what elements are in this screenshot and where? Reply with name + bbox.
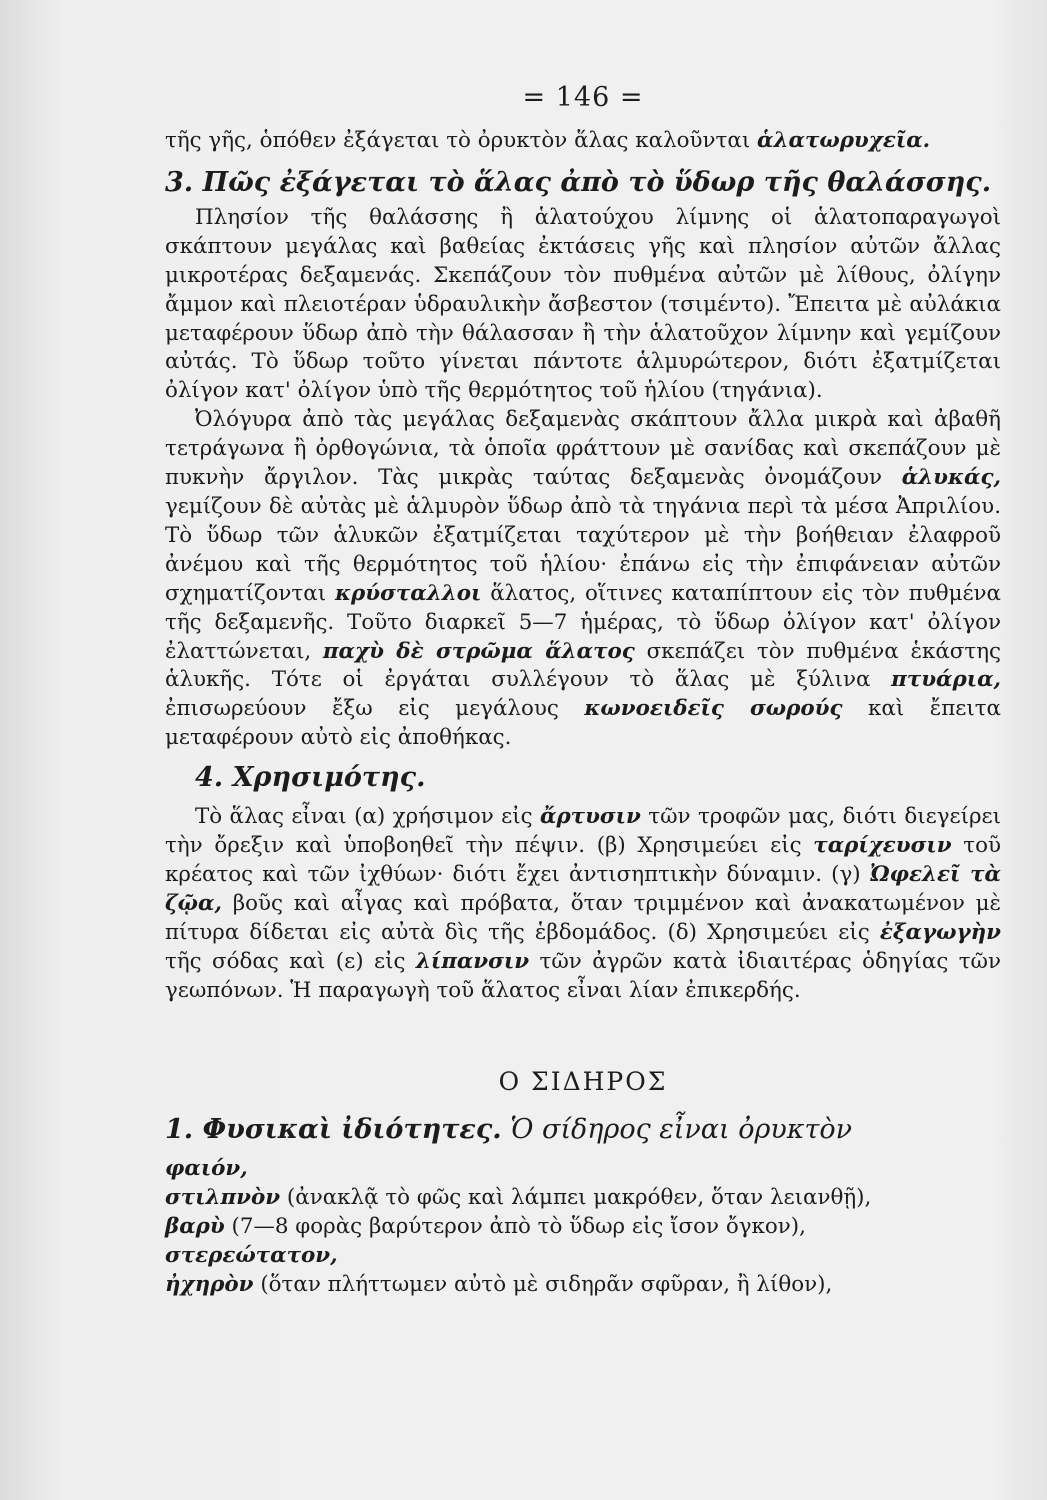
- term-thick-layer: παχὺ δὲ στρῶμα ἅλατος: [322, 638, 635, 664]
- property-term: ἠχηρὸν: [165, 1272, 254, 1298]
- list-item: [165, 1241, 1001, 1270]
- list-item: [165, 1154, 1001, 1183]
- iron-properties-heading: [165, 1112, 1001, 1148]
- property-term: στερεώτατον,: [165, 1243, 338, 1269]
- p2-text-a: Ὀλόγυρα ἀπὸ τὰς μεγάλας δεξαμενὰς σκάπτουν ἄλλα μικρὰ καὶ ἀβαθῆ τετράγωνα ἢ ὀρθογώνια, τὰ ὁποῖα φράττουν μὲ σανίδας καὶ σκεπάζουν μὲ πυκνὴν ἄργιλον. Τὰς μικρὰς ταύτας δεξαμενὰς ὀνομάζουν: [165, 407, 1001, 491]
- section-3-heading: 3. Πῶς ἐξάγεται τὸ ἅλας ἀπὸ τὸ ὕδωρ τῆς θαλάσσης.: [165, 166, 992, 198]
- term-halykas: ἁλυκάς,: [901, 465, 1001, 491]
- iron-chapter-title: Ο ΣΙΔΗΡΟΣ: [498, 1067, 668, 1097]
- property-text: (ἀνακλᾷ τὸ φῶς καὶ λάμπει μακρόθεν, ὅταν λειανθῇ),: [280, 1185, 872, 1211]
- list-item: [165, 1212, 1001, 1241]
- s4-text-e: τῆς σόδας καὶ (ε) εἰς: [165, 948, 416, 974]
- intro-paragraph: [165, 127, 1001, 156]
- property-term: βαρὺ: [165, 1214, 225, 1240]
- term-seasoning: ἄρτυσιν: [539, 804, 641, 830]
- term-extraction: ἐξαγωγὴν: [879, 919, 1001, 945]
- term-benefits-animals: Ὠφελεῖ τὰ ζῷα,: [165, 861, 1001, 916]
- p2-text-c: γεμίζουν δὲ αὐτὰς μὲ ἁλμυρὸν ὕδωρ ἀπὸ τὰ τηγάνια περὶ τὰ μέσα Ἀπριλίου. Τὸ ὕδωρ τῶν ἁλυκῶν ἐξατμίζεται ταχύτερον μὲ τὴν βοήθειαν ἐλαφροῦ ἀνέμου καὶ τῆς θερμότητος τοῦ ἡλίου· ἐπάνω εἰς τὴν ἐπιφάνειαν αὐτῶν σχηματίζονται: [165, 493, 1001, 606]
- s4-text-a: Τὸ ἅλας εἶναι (α) χρήσιμον εἰς: [195, 804, 540, 830]
- term-curing: ταρίχευσιν: [813, 833, 952, 859]
- intro-bold-term: ἁλατωρυχεῖα.: [757, 128, 931, 153]
- term-conical-piles: κωνοειδεῖς σωρούς: [584, 696, 843, 722]
- iron-heading-rest: Ὁ σίδηρος εἶναι ὀρυκτὸν: [501, 1114, 853, 1146]
- p2-text-e: σκεπάζει τὸν πυθμένα ἑκάστης ἁλυκῆς. Τότε οἱ ἐργάται συλλέγουν τὸ ἅλας μὲ ξύλινα: [165, 638, 1001, 693]
- property-text: (ὅταν πλήττωμεν αὐτὸ μὲ σιδηρᾶν σφῦραν, ἢ λίθον),: [253, 1272, 833, 1298]
- intro-text: τῆς γῆς, ὁπόθεν ἐξάγεται τὸ ὀρυκτὸν ἅλας καλοῦνται: [165, 128, 758, 153]
- section-4-paragraph: [165, 803, 1001, 1005]
- list-item: [165, 1270, 1001, 1299]
- section-4-heading: 4. Χρησιμότης.: [195, 762, 426, 794]
- list-item: [165, 1183, 1001, 1212]
- term-shovels: πτυάρια,: [891, 667, 1001, 693]
- property-text: (7—8 φορὰς βαρύτερον ἀπὸ τὸ ὕδωρ εἰς ἴσον ὄγκον),: [224, 1214, 806, 1240]
- s4-text-d: βοῦς καὶ αἶγας καὶ πρόβατα, ὅταν τριμμένον καὶ ἀνακατωμένον μὲ πίτυρα δίδεται εἰς αὐτὰ δὶς τῆς ἑβδομάδος. (δ) Χρησιμεύει εἰς: [165, 890, 1001, 945]
- iron-properties-list: [165, 1154, 1001, 1299]
- p2-text-g: καὶ ἔπειτα μεταφέρουν αὐτὸ εἰς ἀποθήκας.: [165, 696, 1001, 751]
- iron-heading-bold: 1. Φυσικαὶ ἰδιότητες.: [165, 1114, 502, 1146]
- section-3-paragraph-2: [165, 406, 1001, 753]
- p2-text-d: ἅλατος, οἵτινες καταπίπτουν εἰς τὸν πυθμένα τῆς δεξαμενῆς. Τοῦτο διαρκεῖ 5—7 ἡμέρας, τὸ ὕδωρ ὀλίγον κατ' ὀλίγον ἐλαττώνεται,: [165, 580, 1002, 664]
- term-fertilization: λίπανσιν: [415, 948, 530, 974]
- s4-text-b: τῶν τροφῶν μας, διότι διεγείρει τὴν ὄρεξιν καὶ ὑποβοηθεῖ τὴν πέψιν. (β) Χρησιμεύει εἰς: [165, 804, 1001, 859]
- page-number: = 146 =: [522, 82, 644, 113]
- property-term: φαιόν,: [165, 1156, 248, 1182]
- s4-text-c: τοῦ κρέατος καὶ τῶν ἰχθύων· διότι ἔχει ἀντισηπτικὴν δύναμιν. (γ): [165, 833, 1001, 887]
- term-krystalloi: κρύσταλλοι: [334, 580, 482, 606]
- s4-text-f: τῶν ἀγρῶν κατὰ ἰδιαιτέρας ὁδηγίας τῶν γεωπόνων. Ἡ παραγωγὴ τοῦ ἅλατος εἶναι λίαν ἐπικερδής.: [165, 948, 1001, 1003]
- p2-text-f: ἐπισωρεύουν ἔξω εἰς μεγάλους: [165, 696, 585, 722]
- property-term: στιλπνὸν: [165, 1185, 281, 1211]
- section-3-paragraph-1: Πλησίον τῆς θαλάσσης ἢ ἁλατούχου λίμνης οἱ ἁλατοπαραγωγοὶ σκάπτουν μεγάλας καὶ βαθείας ἐκτάσεις γῆς καὶ πλησίον αὐτῶν ἄλλας μικροτέρας δεξαμενάς. Σκεπάζουν τὸν πυθμένα αὐτῶν μὲ λίθους, ὀλίγην ἄμμον καὶ πλειοτέραν ὑδραυλικὴν ἄσβεστον (τσιμέντο). Ἔπειτα μὲ αὐλάκια μεταφέρουν ὕδωρ ἀπὸ τὴν θάλασσαν ἢ τὴν ἁλατοῦχον λίμνην καὶ γεμίζουν αὐτάς. Τὸ ὕδωρ τοῦτο γίνεται πάντοτε ἁλμυρώτερον, διότι ἐξατμίζεται ὀλίγον κατ' ὀλίγον ὑπὸ τῆς θερμότητος τοῦ ἡλίου (τηγάνια).: [165, 204, 1001, 404]
